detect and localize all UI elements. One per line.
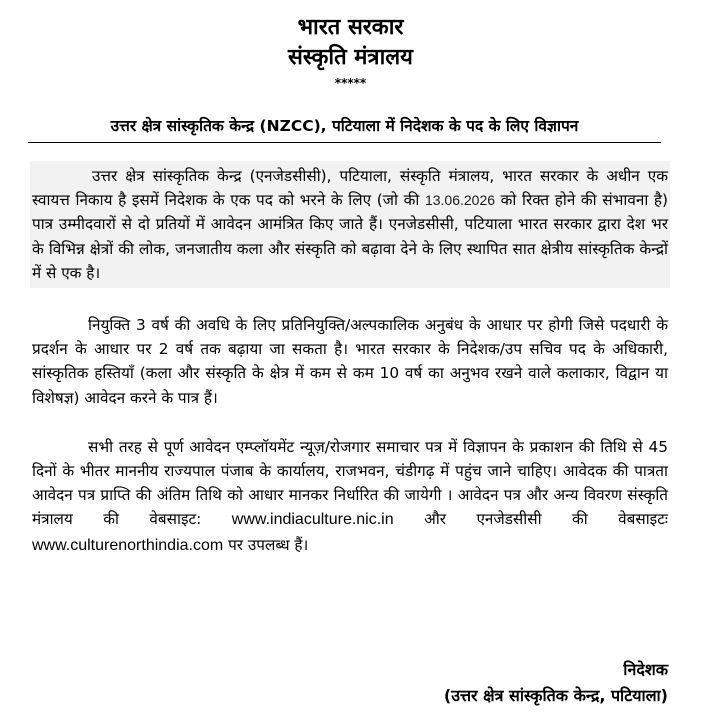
- intro-text-part1: उत्तर क्षेत्र सांस्कृतिक केन्द्र (एनजेडसीसी), पटियाला, संस्कृति मंत्रालय, भारत सरकार के अधीन एक स्वायत्त निकाय है इसमें निदेशक के एक पद को भरने के लिए (जो की: [32, 167, 668, 210]
- paragraph-intro: [30, 161, 670, 288]
- advertisement-title: उत्तर क्षेत्र सांस्कृतिक केन्द्र (NZCC), पटियाला में निदेशक के पद के लिए विज्ञापन: [110, 117, 579, 135]
- paragraph-application: [32, 435, 668, 558]
- paragraph-appointment: [32, 313, 668, 410]
- government-heading: भारत सरकार: [297, 15, 404, 40]
- ministry-heading: संस्कृति मंत्रालय: [288, 45, 413, 70]
- application-text-part1: सभी तरह से पूर्ण आवेदन एम्प्लॉयमेंट न्यूज़/रोजगार समाचार पत्र में विज्ञापन के प्रकाशन की तिथि से 45 दिनों के भीतर माननीय राज्यपाल पंजाब के कार्यालय, राजभवन, चंडीगढ़ में पहुंच जाने चाहिए। आवेदक की पात्रता आवेदन पत्र प्राप्ति की अंतिम तिथि को आधार मानकर निर्धारित की जायेगी । आवेदन पत्र और अन्य विवरण संस्कृति मंत्रालय की वेबसाइट:: [32, 437, 668, 529]
- signature-block: [444, 657, 668, 709]
- application-text-part2: और एनजेडसीसी की वेबसाइटः: [393, 510, 668, 529]
- signatory-office: (उत्तर क्षेत्र सांस्कृतिक केन्द्र, पटियाला): [443, 686, 668, 705]
- document-header: [0, 14, 701, 90]
- vacancy-date: 13.06.2026: [424, 192, 496, 209]
- signatory-designation: निदेशक: [623, 660, 668, 679]
- title-block: [28, 116, 661, 143]
- nzcc-website-link[interactable]: www.culturenorthindia.com: [32, 536, 224, 554]
- application-text-part3: पर उपलब्ध हैं।: [223, 535, 309, 554]
- ministry-website-link[interactable]: www.indiaculture.nic.in: [231, 511, 394, 529]
- appointment-text: नियुक्ति 3 वर्ष की अवधि के लिए प्रतिनियुक्ति/अल्पकालिक अनुबंध के आधार पर होगी जिसे पदधारी के प्रदर्शन के आधार पर 2 वर्ष तक बढ़ाया जा सकता है। भारत सरकार के निदेशक/उप सचिव पद के अधिकारी, सांस्कृतिक हस्तियाँ (कला और संस्कृति के क्षेत्र में कम से कम 10 वर्ष का अनुभव रखने वाले कलाकार, विद्वान या विशेषज्ञ) आवेदन करने के पात्र हैं।: [32, 316, 668, 407]
- intro-text-part2: को रिक्त होने की संभावना है) पात्र उम्मीदवारों से दो प्रतियों में आवेदन आमंत्रित किए जाते हैं। एनजेडसीसी, पटियाला भारत सरकार द्वारा देश भर के विभिन्न क्षेत्रों की लोक, जनजातीय कला और संस्कृति को बढ़ावा देने के लिए स्थापित सात क्षेत्रीय सांस्कृतिक केन्द्रों में से एक है।: [32, 191, 668, 282]
- separator-stars: *****: [334, 76, 367, 90]
